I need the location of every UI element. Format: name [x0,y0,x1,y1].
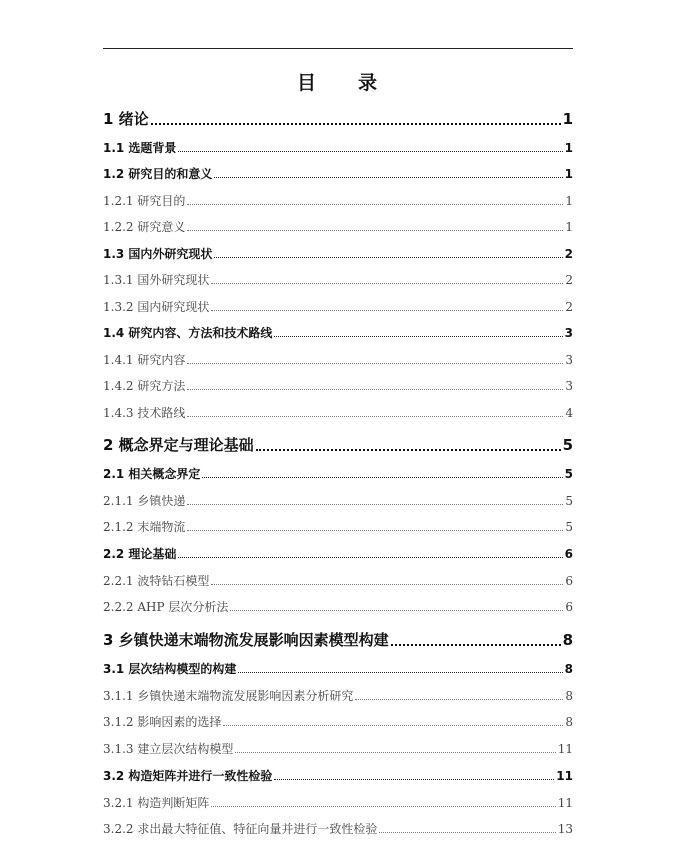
toc-entry-page: 5 [565,520,573,534]
toc-entry-label: 1.4.3 技术路线 [103,406,186,420]
toc-entry-label: 2.2 理论基础 [103,547,177,561]
toc-entry-page: 1 [565,194,573,208]
leader-dots [230,609,563,611]
toc-entry-label: 3.1 层次结构模型的构建 [103,662,237,676]
toc-entry[interactable] [103,713,573,730]
leader-dots [187,203,563,205]
leader-dots [355,698,563,700]
leader-dots [223,724,563,726]
toc-entry-label: 1.1 选题背景 [103,141,177,155]
leader-dots [274,778,554,780]
leader-dots [214,176,562,178]
toc-entry-label: 1.4 研究内容、方法和技术路线 [103,326,273,340]
toc-entry-label: 3.1.1 乡镇快递末端物流发展影响因素分析研究 [103,689,354,703]
toc-entry-page: 1 [564,167,573,181]
toc-entry-label: 1.3 国内外研究现状 [103,247,213,261]
toc-entry-label: 3.1.2 影响因素的选择 [103,715,222,729]
toc-entry-label: 3.2.1 构造判断矩阵 [103,796,210,810]
toc-entry[interactable] [103,139,573,156]
leader-dots [211,805,555,807]
toc-entry[interactable] [103,767,573,784]
toc-entry-page: 1 [562,110,573,128]
toc-entry-page: 5 [565,494,573,508]
toc-entry-page: 8 [565,689,573,703]
toc-entry-label: 1.2 研究目的和意义 [103,167,213,181]
toc-title [0,68,676,95]
toc-entry-page: 2 [564,247,573,261]
toc-entry[interactable] [103,377,573,394]
leader-dots [238,671,562,673]
leader-dots [202,476,562,478]
toc-entry[interactable] [103,629,573,650]
toc-entry-page: 6 [565,600,573,614]
toc-entry-label: 1.3.2 国内研究现状 [103,300,210,314]
toc-entry-label: 3 乡镇快递末端物流发展影响因素模型构建 [103,631,389,649]
toc-entry[interactable] [103,434,573,455]
toc-entry[interactable] [103,794,573,811]
leader-dots [187,529,563,531]
toc-entry-label: 2.1 相关概念界定 [103,467,201,481]
toc-entry[interactable] [103,820,573,837]
toc-entry[interactable] [103,598,573,615]
toc-entry[interactable] [103,351,573,368]
leader-dots [187,362,563,364]
toc-entry-page: 6 [565,574,573,588]
toc-entry-page: 3 [565,379,573,393]
toc-entry-page: 3 [565,353,573,367]
leader-dots [187,229,563,231]
toc-entry-page: 8 [562,631,573,649]
leader-dots [211,282,563,284]
leader-dots [274,335,562,337]
toc-entry-label: 3.2 构造矩阵并进行一致性检验 [103,769,273,783]
toc-entry-page: 11 [557,742,573,756]
leader-dots [151,122,561,125]
toc-entry-page: 1 [564,141,573,155]
leader-dots [187,388,563,390]
toc-entry-label: 1.4.1 研究内容 [103,353,186,367]
toc-entry-label: 1 绪论 [103,110,149,128]
toc-entry-label: 2 概念界定与理论基础 [103,436,254,454]
toc-entry[interactable] [103,108,573,129]
toc-entry-page: 2 [565,273,573,287]
leader-dots [391,643,561,646]
toc-entry-label: 1.3.1 国外研究现状 [103,273,210,287]
toc-entry[interactable] [103,465,573,482]
toc-entry-page: 4 [565,406,573,420]
header-rule [103,48,573,49]
toc-title-part2: 录 [358,72,380,94]
toc-entry[interactable] [103,218,573,235]
leader-dots [187,415,563,417]
toc-entry-page: 5 [562,436,573,454]
toc-entry[interactable] [103,404,573,421]
toc-entry[interactable] [103,165,573,182]
toc-entry-label: 2.1.1 乡镇快递 [103,494,186,508]
toc-entry[interactable] [103,660,573,677]
toc-entry[interactable] [103,740,573,757]
toc-entry-label: 1.2.2 研究意义 [103,220,186,234]
toc-entry-page: 8 [565,715,573,729]
toc-entry-page: 2 [565,300,573,314]
toc-entry[interactable] [103,518,573,535]
toc-entry-page: 11 [557,796,573,810]
toc-entry-label: 1.4.2 研究方法 [103,379,186,393]
toc-entry-page: 11 [556,769,573,783]
toc-entry[interactable] [103,324,573,341]
leader-dots [379,831,555,833]
leader-dots [214,256,562,258]
toc-entry[interactable] [103,492,573,509]
toc-title-part1: 目 [296,72,318,94]
toc-entry-page: 3 [564,326,573,340]
toc-entry[interactable] [103,271,573,288]
toc-entry-page: 1 [565,220,573,234]
toc-entry-label: 2.2.2 AHP 层次分析法 [103,600,229,614]
toc-entry-page: 5 [564,467,573,481]
toc-entry-label: 2.1.2 末端物流 [103,520,186,534]
toc-entry[interactable] [103,572,573,589]
leader-dots [187,503,563,505]
leader-dots [211,583,563,585]
toc-entry-page: 8 [564,662,573,676]
toc-entry[interactable] [103,687,573,704]
toc-entry[interactable] [103,245,573,262]
toc-entry[interactable] [103,192,573,209]
leader-dots [211,309,563,311]
toc-entry-label: 2.2.1 波特钻石模型 [103,574,210,588]
leader-dots [235,751,555,753]
leader-dots [256,448,561,451]
toc-entry-page: 13 [557,822,573,836]
leader-dots [178,150,562,152]
leader-dots [178,556,562,558]
toc-entry-page: 6 [564,547,573,561]
toc-entry-label: 3.1.3 建立层次结构模型 [103,742,234,756]
toc-entry-label: 1.2.1 研究目的 [103,194,186,208]
toc-entry[interactable] [103,298,573,315]
toc-entry[interactable] [103,545,573,562]
toc-entry-label: 3.2.2 求出最大特征值、特征向量并进行一致性检验 [103,822,378,836]
